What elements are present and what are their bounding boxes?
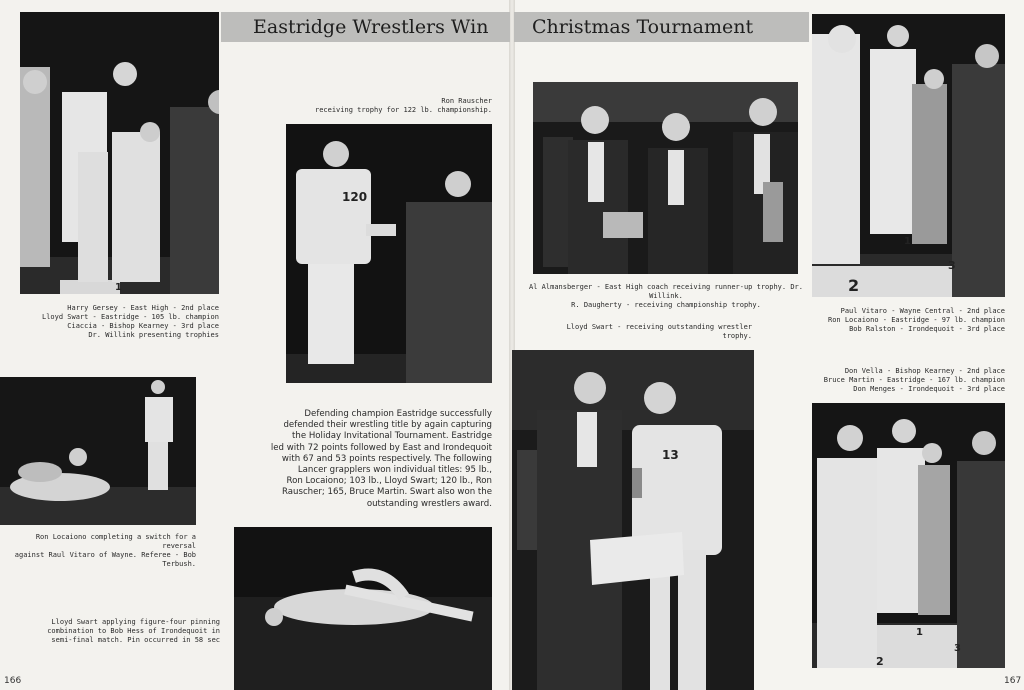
caption-locaiono-switch: Ron Locaiono completing a switch for a reversal against Raul Vitaro of Wayne. Referee - Bob Terbush. <box>14 533 196 568</box>
page-title-right: Christmas Tournament <box>532 16 754 38</box>
podium-3-label-c: 3 <box>954 643 961 654</box>
podium-1-label-b: 1 <box>904 236 911 247</box>
article-body: Defending champion Eastridge successfully defended their wrestling title by again capturing the Holiday Invitational Tournament. Eastridge led with 72 points followed by East and Irondequoit with 67 and 53 points respectively. The following Lancer grapplers won individual titles: 95 lb., Ron Locaiono; 103 lb., Lloyd Swart; 120 lb., Ron Rauscher; 165, Bruce Martin. Swart also won the outstanding wrestlers award. <box>270 409 492 509</box>
photo-swart-outstanding <box>512 350 754 690</box>
caption-award-ceremony-97: Paul Vitaro - Wayne Central - 2nd place Ron Locaiono - Eastridge - 97 lb. champion Bob Ralston - Irondequoit - 3rd place <box>827 307 1005 333</box>
title-bar-left <box>221 12 510 42</box>
podium-1-label-c: 1 <box>916 627 923 638</box>
podium-1-label: 1 <box>115 282 122 293</box>
photo-coaches-trophies <box>533 82 798 274</box>
caption-rauscher: Ron Rauscher receiving trophy for 122 lb. championship. <box>314 97 492 114</box>
caption-swart-pin: Lloyd Swart applying figure-four pinning combination to Bob Hess of Irondequoit in semi-final match. Pin occurred in 58 sec <box>47 618 220 644</box>
photo-award-ceremony-167 <box>812 403 1005 668</box>
page-number-left: 166 <box>4 676 22 686</box>
title-bar-right <box>514 12 809 42</box>
caption-award-ceremony-167: Don Vella - Bishop Kearney - 2nd place Bruce Martin - Eastridge - 167 lb. champion Don Menges - Irondequoit - 3rd place <box>823 367 1005 393</box>
caption-award-ceremony-105: Harry Gersey - East High - 2nd place Lloyd Swart - Eastridge - 105 lb. champion Ciaccia - Bishop Kearney - 3rd place Dr. Willink presenting trophies <box>41 304 219 339</box>
jersey-120-label: 120 <box>342 190 368 204</box>
jersey-13-label: 13 <box>662 448 679 462</box>
caption-swart-outstanding: Lloyd Swart - receiving outstanding wrestler trophy. <box>566 323 752 340</box>
page-title-left: Eastridge Wrestlers Win <box>253 16 489 38</box>
photo-award-ceremony-97 <box>812 14 1005 297</box>
photo-swart-pin <box>234 527 492 690</box>
photo-locaiono-switch <box>0 377 196 525</box>
caption-coaches: Al Almansberger - East High coach receiving runner-up trophy. Dr. Willink. R. Daugherty - receiving championship trophy. <box>529 283 803 309</box>
photo-award-ceremony-105 <box>20 12 219 294</box>
podium-2-label-b: 2 <box>848 276 860 295</box>
podium-2-label-c: 2 <box>876 655 884 668</box>
podium-3-label-b: 3 <box>948 259 956 272</box>
photo-rauscher-trophy <box>286 124 492 383</box>
page-number-right: 167 <box>1004 676 1022 686</box>
